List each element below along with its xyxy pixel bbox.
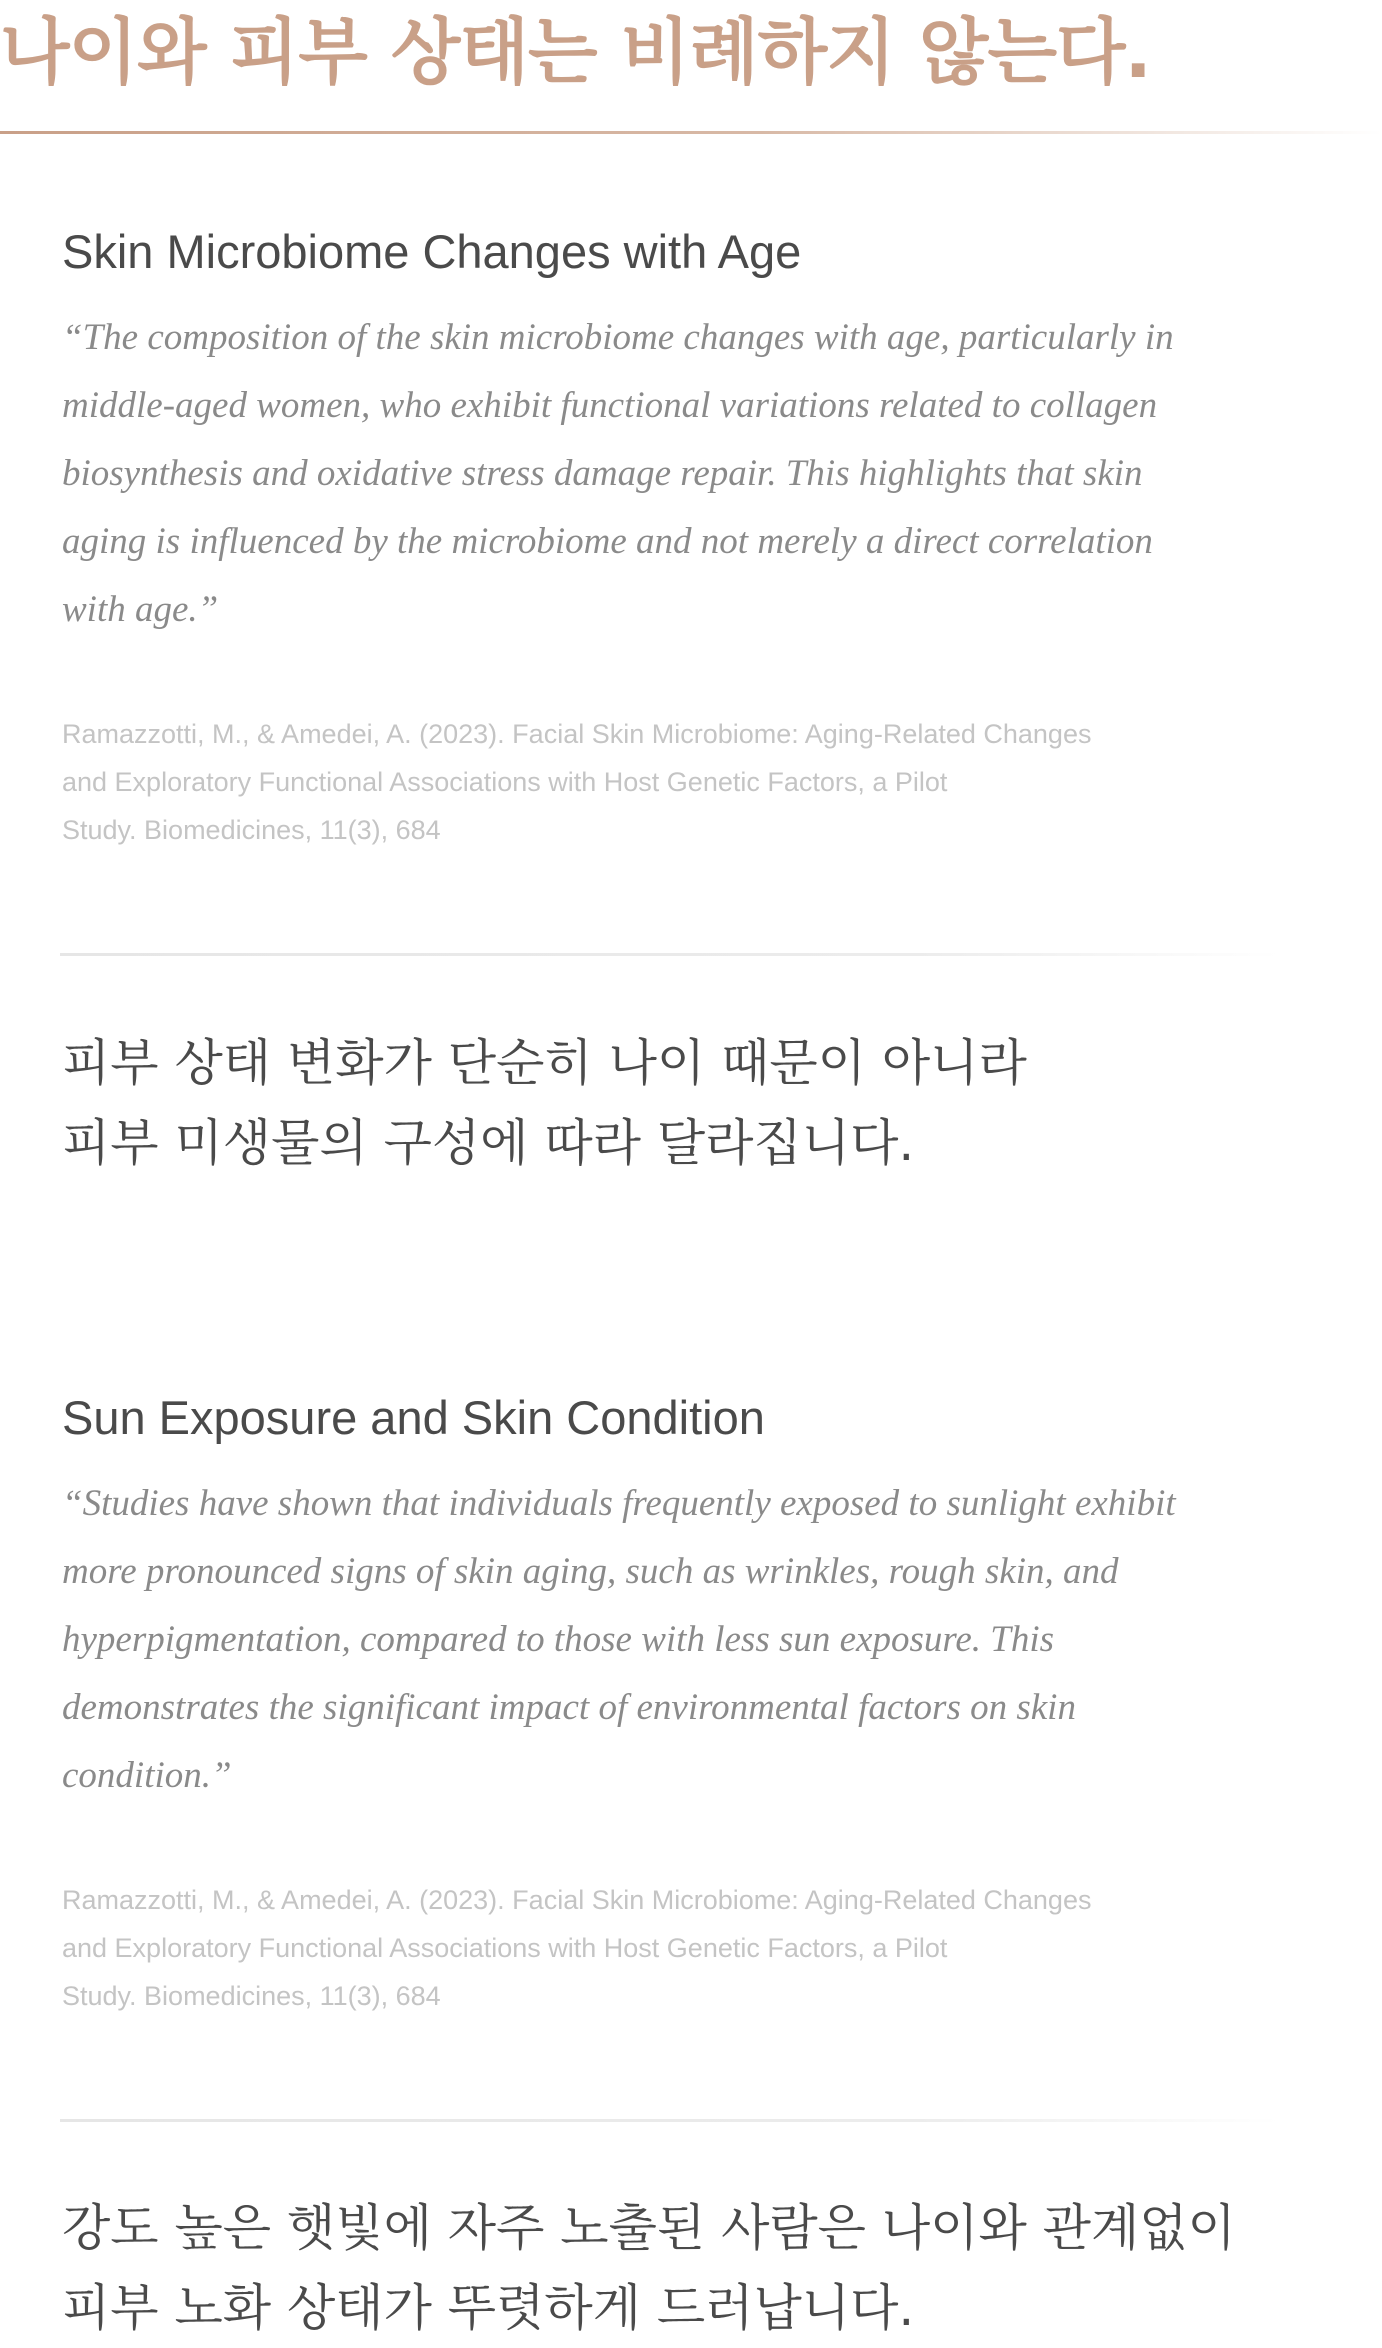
- summary-text: [62, 1023, 1027, 1183]
- summary-line: 강도 높은 햇빛에 자주 노출된 사람은 나이와 관계없이: [62, 2199, 1236, 2257]
- section-heading: Sun Exposure and Skin Condition: [62, 1391, 765, 1444]
- page-title: 나이와 피부 상태는 비례하지 않는다.: [0, 10, 1151, 94]
- citation: [62, 710, 1172, 854]
- section-microbiome: [62, 222, 1212, 854]
- research-quote: “Studies have shown that individuals frequently exposed to sunlight exhibit more pronounced signs of skin aging, such as wrinkles, rough skin, and hyperpigmentation, compared to those with less sun exposure. This demonstrates the significant impact of environmental factors on skin condition.”: [62, 1483, 1176, 1796]
- section-divider: [60, 2119, 1280, 2122]
- citation-line: Study. Biomedicines, 11(3), 684: [62, 815, 441, 845]
- section-heading: Skin Microbiome Changes with Age: [62, 225, 802, 278]
- citation: [62, 1876, 1172, 2020]
- summary-line: 피부 상태 변화가 단순히 나이 때문이 아니라: [62, 1034, 1027, 1092]
- section-sun-exposure: [62, 1388, 1212, 2020]
- citation-line: Ramazzotti, M., & Amedei, A. (2023). Facial Skin Microbiome: Aging-Related Changes: [62, 719, 1092, 749]
- summary-text: [62, 2188, 1236, 2348]
- section-divider: [60, 953, 1280, 956]
- citation-line: Ramazzotti, M., & Amedei, A. (2023). Facial Skin Microbiome: Aging-Related Changes: [62, 1885, 1092, 1915]
- summary-line: 피부 노화 상태가 뚜렷하게 드러납니다.: [62, 2279, 915, 2337]
- citation-line: and Exploratory Functional Associations with Host Genetic Factors, a Pilot: [62, 1933, 948, 1963]
- summary-line: 피부 미생물의 구성에 따라 달라집니다.: [62, 1114, 915, 1172]
- citation-line: Study. Biomedicines, 11(3), 684: [62, 1981, 441, 2011]
- research-quote: “The composition of the skin microbiome changes with age, particularly in middle-aged women, who exhibit functional variations related to collagen biosynthesis and oxidative stress damage repair. This highlights that skin aging is influenced by the microbiome and not merely a direct correlation with age.”: [62, 317, 1174, 630]
- title-divider: [0, 131, 1382, 134]
- citation-line: and Exploratory Functional Associations with Host Genetic Factors, a Pilot: [62, 767, 948, 797]
